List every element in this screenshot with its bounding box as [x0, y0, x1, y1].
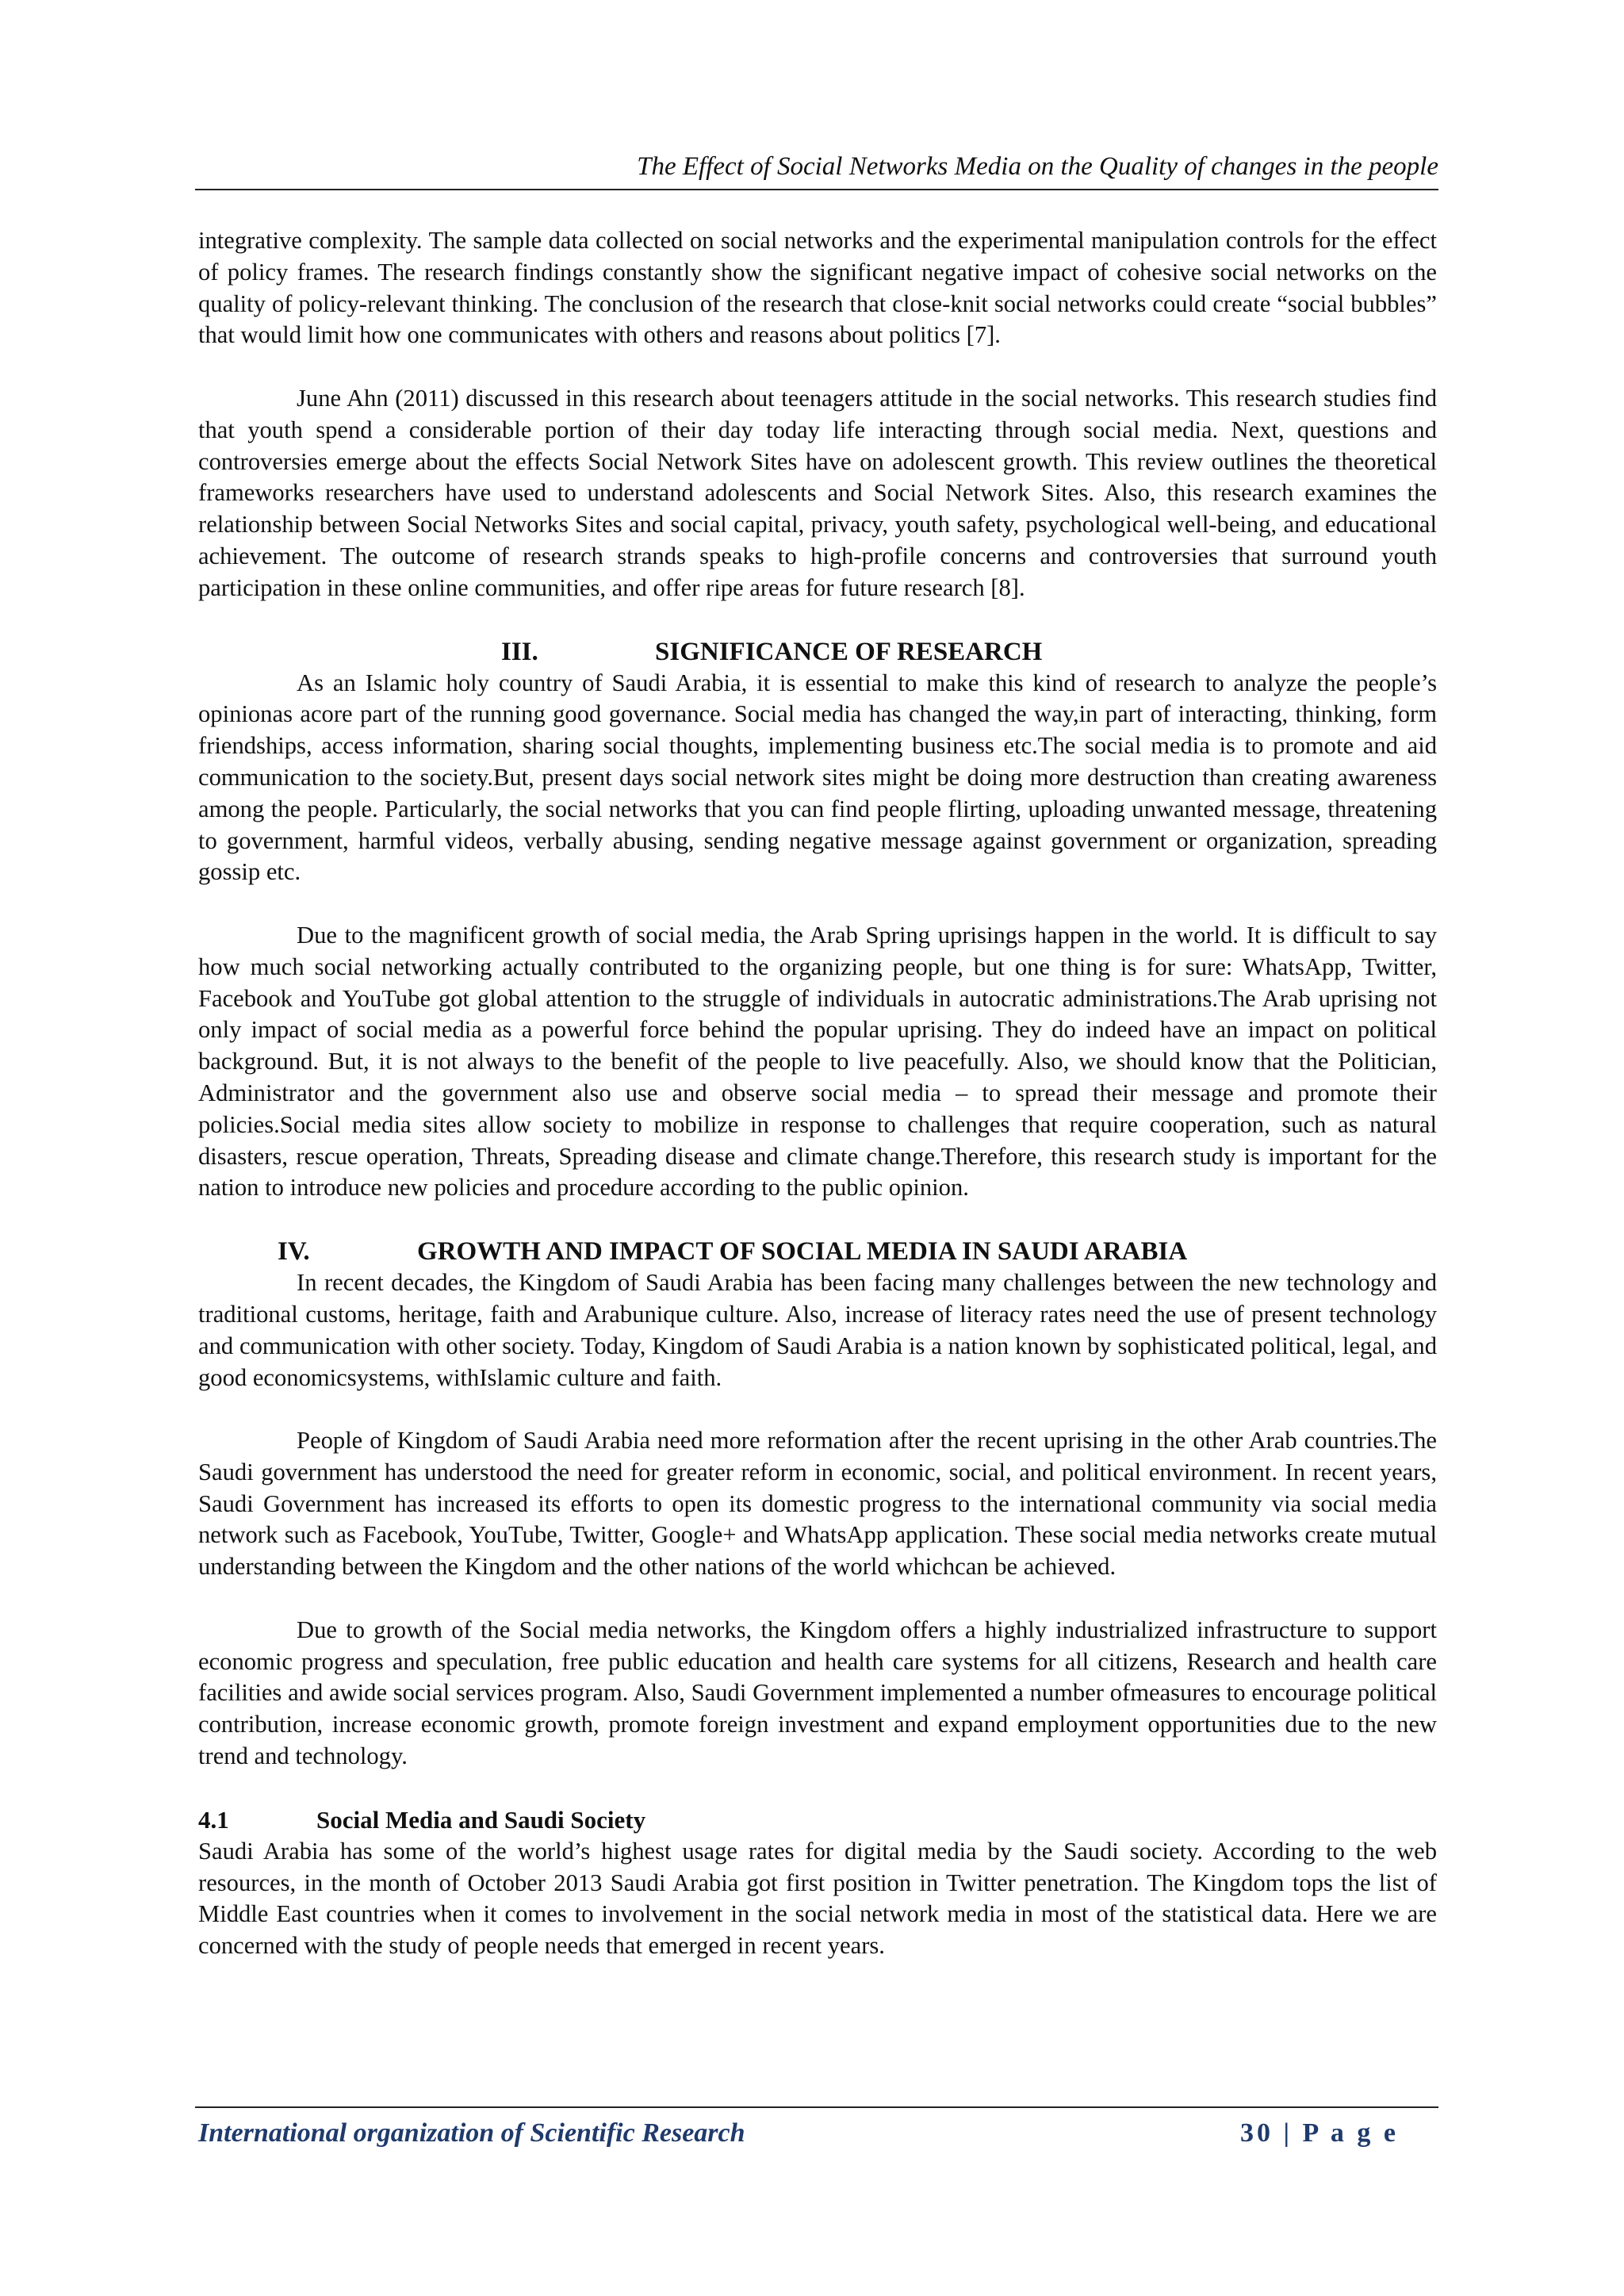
body-text: [198, 225, 1437, 1962]
paragraph-recent-decades: In recent decades, the Kingdom of Saudi Arabia has been facing many challenges between the new technology and traditional customs, heritage, faith and Arabunique culture. Also, increase of literacy rates need the use of present technology and communication with other society. Today, Kingdom of Saudi Arabia is a nation known by sophisticated political, legal, and good economicsystems, withIslamic culture and faith.: [198, 1269, 1437, 1391]
subsection-title: Social Media and Saudi Society: [316, 1805, 646, 1834]
running-header: [195, 152, 1438, 190]
subsection-number: 4.1: [198, 1805, 229, 1834]
section-title: SIGNIFICANCE OF RESEARCH: [655, 637, 1043, 666]
subsection-heading-saudi-society: [198, 1804, 1437, 1836]
journal-name: International organization of Scientific Research: [198, 2118, 745, 2148]
section-number: III.: [501, 637, 538, 666]
paragraph-infrastructure: Due to growth of the Social media networks, the Kingdom offers a highly industrialized infrastructure to support economic progress and speculation, free public education and health care systems for all citizens, Research and health care facilities and awide social services program. Also, Saudi Government implemented a number ofmeasures to encourage political contribution, increase economic growth, promote foreign investment and expand employment opportunities due to the new trend and technology.: [198, 1616, 1437, 1770]
page-number: 30 | P a g e: [1240, 2118, 1399, 2148]
paragraph-june-ahn: June Ahn (2011) discussed in this research about teenagers attitude in the social networks. This research studies find that youth spend a considerable portion of their day today life interacting through social media. Next, questions and controversies emerge about the effects Social Network Sites have on adolescent growth. This review outlines the theoretical frameworks researchers have used to understand adolescents and Social Network Sites. Also, this research examines the relationship between Social Networks Sites and social capital, privacy, youth safety, psychological well-being, and educational achievement. The outcome of research strands speaks to high-profile concerns and controversies that surround youth participation in these online communities, and offer ripe areas for future research [8].: [198, 384, 1437, 601]
section-heading-significance: [198, 636, 1437, 668]
page-footer: [195, 2106, 1438, 2148]
paragraph-integrative-complexity: integrative complexity. The sample data collected on social networks and the experimental manipulation controls for the effect of policy frames. The research findings constantly show the significant negative impact of cohesive social networks on the quality of policy-relevant thinking. The conclusion of the research that close-knit social networks could create “social bubbles” that would limit how one communicates with others and reasons about politics [7].: [198, 227, 1437, 349]
section-title: GROWTH AND IMPACT OF SOCIAL MEDIA IN SAUDI ARABIA: [417, 1237, 1188, 1267]
paragraph-reformation: People of Kingdom of Saudi Arabia need more reformation after the recent uprising in the other Arab countries.The Saudi government has understood the need for greater reform in economic, social, and political environment. In recent years, Saudi Government has increased its efforts to open its domestic progress to the international community via social media network such as Facebook, YouTube, Twitter, Google+ and WhatsApp application. These social media networks create mutual understanding between the Kingdom and the other nations of the world whichcan be achieved.: [198, 1427, 1437, 1581]
paragraph-usage-rates: Saudi Arabia has some of the world’s highest usage rates for digital media by the Saudi society. According to the web resources, in the month of October 2013 Saudi Arabia got first position in Twitter penetration. The Kingdom tops the list of Middle East countries when it comes to involvement in the social network media in most of the statistical data. Here we are concerned with the study of people needs that emerged in recent years.: [198, 1837, 1437, 1960]
paragraph-arab-spring: Due to the magnificent growth of social media, the Arab Spring uprisings happen in the world. It is difficult to say how much social networking actually contributed to the organizing people, but one thing is for sure: WhatsApp, Twitter, Facebook and YouTube got global attention to the struggle of individuals in autocratic administrations.The Arab uprising not only impact of social media as a powerful force behind the popular uprising. They do indeed have an impact on political background. But, it is not always to the benefit of the people to live peacefully. Also, we should know that the Politician, Administrator and the government also use and observe social media – to spread their message and promote their policies.Social media sites allow society to mobilize in response to challenges that require cooperation, such as natural disasters, rescue operation, Threats, Spreading disease and climate change.Therefore, this research study is important for the nation to introduce new policies and procedure according to the public opinion.: [198, 921, 1437, 1202]
section-heading-growth-impact: [198, 1236, 1437, 1267]
section-number: IV.: [278, 1237, 310, 1267]
paragraph-islamic-country: As an Islamic holy country of Saudi Arabia, it is essential to make this kind of research to analyze the people’s opinionas acore part of the running good governance. Social media has changed the way,in part of interacting, thinking, form friendships, access information, sharing social thoughts, implementing business etc.The social media is to promote and aid communication to the society.But, present days social network sites might be doing more destruction than creating awareness among the people. Particularly, the social networks that you can find people flirting, uploading unwanted message, threatening to government, harmful videos, verbally abusing, sending negative message against government or organization, spreading gossip etc.: [198, 669, 1437, 886]
running-title: The Effect of Social Networks Media on the Quality of changes in the people: [637, 152, 1438, 181]
